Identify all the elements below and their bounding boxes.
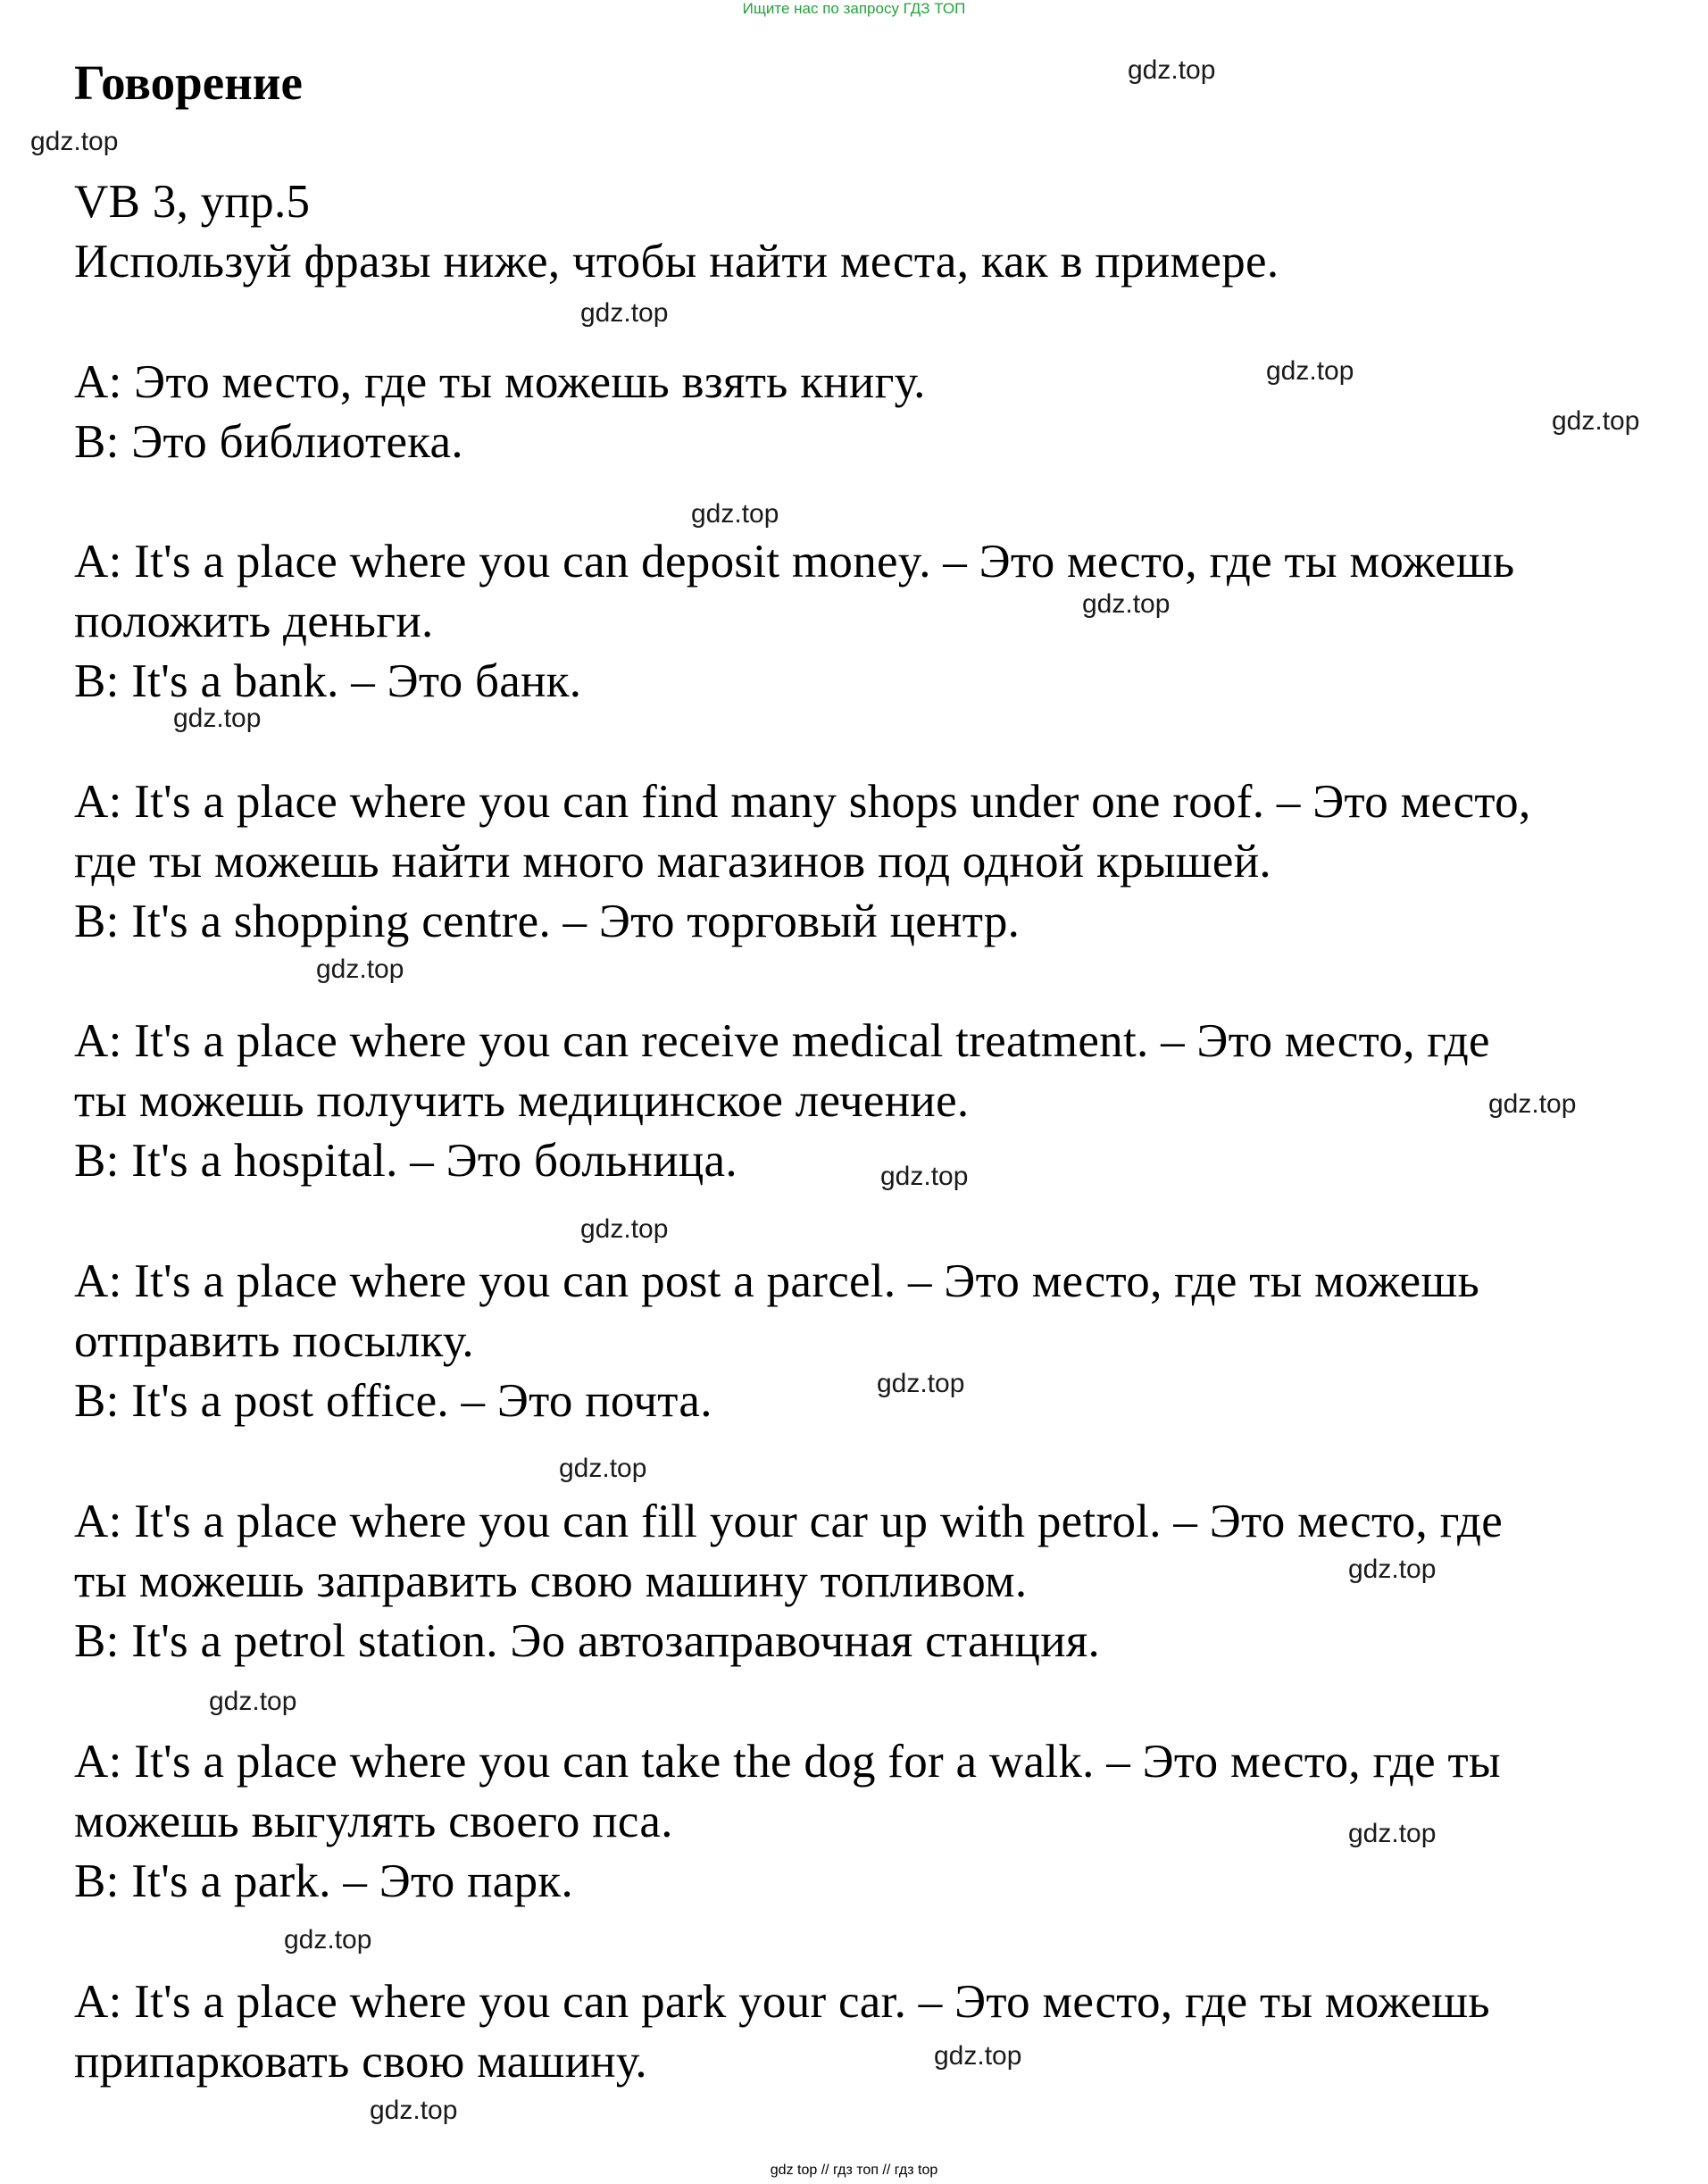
example-line-a: A: Это место, где ты можешь взять книгу. xyxy=(74,356,926,408)
dialogue-line-a-cont: отправить посылку. xyxy=(74,1315,474,1367)
page-title: Говорение xyxy=(74,55,303,110)
dialogue-line-b: B: It's a post office. – Это почта. xyxy=(74,1375,712,1427)
watermark: gdz.top xyxy=(559,1454,647,1483)
top-banner: Ищите нас по запросу ГДЗ ТОП xyxy=(742,0,966,17)
watermark: gdz.top xyxy=(880,1162,969,1191)
dialogue-line-a: A: It's a place where you can fill your car up with petrol. – Это место, где xyxy=(74,1496,1504,1547)
dialogue-line-a-cont: где ты можешь найти много магазинов под одной крышей. xyxy=(74,836,1271,888)
watermark: gdz.top xyxy=(30,127,119,156)
watermark: gdz.top xyxy=(877,1369,965,1398)
dialogue-line-b: B: It's a shopping centre. – Это торговый центр. xyxy=(74,896,1021,947)
dialogue-line-a: A: It's a place where you can find many shops under one roof. – Это место, xyxy=(74,776,1531,828)
watermark: gdz.top xyxy=(1128,55,1216,85)
dialogue-line-a-cont: ты можешь получить медицинское лечение. xyxy=(74,1075,970,1127)
dialogue-line-b: B: It's a park. – Это парк. xyxy=(74,1855,574,1907)
watermark: gdz.top xyxy=(1266,356,1354,386)
dialogue-line-a: A: It's a place where you can deposit money. – Это место, где ты можешь xyxy=(74,536,1515,588)
dialogue-post-office xyxy=(74,1252,1663,1431)
watermark: gdz.top xyxy=(1348,1819,1437,1848)
dialogue-line-a: A: It's a place where you can take the dog for a walk. – Это место, где ты xyxy=(74,1736,1501,1788)
dialogue-hospital xyxy=(74,1012,1663,1191)
watermark: gdz.top xyxy=(284,1925,372,1955)
dialogue-line-a-cont: положить деньги. xyxy=(74,596,434,647)
dialogue-line-b: B: It's a petrol station. Эо автозаправочная станция. xyxy=(74,1615,1101,1667)
dialogue-line-a-cont: ты можешь заправить свою машину топливом. xyxy=(74,1555,1028,1607)
watermark: gdz.top xyxy=(1552,406,1640,436)
dialogue-line-a-cont: припарковать свою машину. xyxy=(74,2036,647,2088)
footer-text: gdz top // гдз топ // гдз top xyxy=(770,2163,938,2178)
watermark: gdz.top xyxy=(1488,1089,1577,1119)
watermark: gdz.top xyxy=(691,499,779,529)
dialogue-shopping-centre xyxy=(74,772,1663,952)
watermark: gdz.top xyxy=(580,298,669,328)
watermark: gdz.top xyxy=(316,954,404,984)
watermark: gdz.top xyxy=(370,2096,458,2125)
watermark: gdz.top xyxy=(580,1214,669,1244)
exercise-reference: VB 3, упр.5 xyxy=(74,176,311,228)
example-dialogue xyxy=(74,353,1663,472)
dialogue-line-b: B: It's a bank. – Это банк. xyxy=(74,655,582,707)
dialogue-line-a: A: It's a place where you can receive medical treatment. – Это место, где xyxy=(74,1015,1490,1067)
instruction-text: Используй фразы ниже, чтобы найти места, как в примере. xyxy=(74,236,1279,288)
watermark: gdz.top xyxy=(173,704,262,733)
watermark: gdz.top xyxy=(1082,589,1171,619)
dialogue-bank xyxy=(74,532,1663,712)
watermark: gdz.top xyxy=(209,1687,297,1716)
example-line-b: B: Это библиотека. xyxy=(74,416,463,468)
dialogue-line-a: A: It's a place where you can post a parcel. – Это место, где ты можешь xyxy=(74,1255,1480,1307)
dialogue-car-park xyxy=(74,1972,1663,2092)
dialogue-line-a: A: It's a place where you can park your car. – Это место, где ты можешь xyxy=(74,1976,1490,2028)
watermark: gdz.top xyxy=(934,2041,1022,2071)
dialogue-line-a-cont: можешь выгулять своего пса. xyxy=(74,1796,673,1847)
watermark: gdz.top xyxy=(1348,1555,1437,1584)
dialogue-line-b: B: It's a hospital. – Это больница. xyxy=(74,1135,737,1187)
